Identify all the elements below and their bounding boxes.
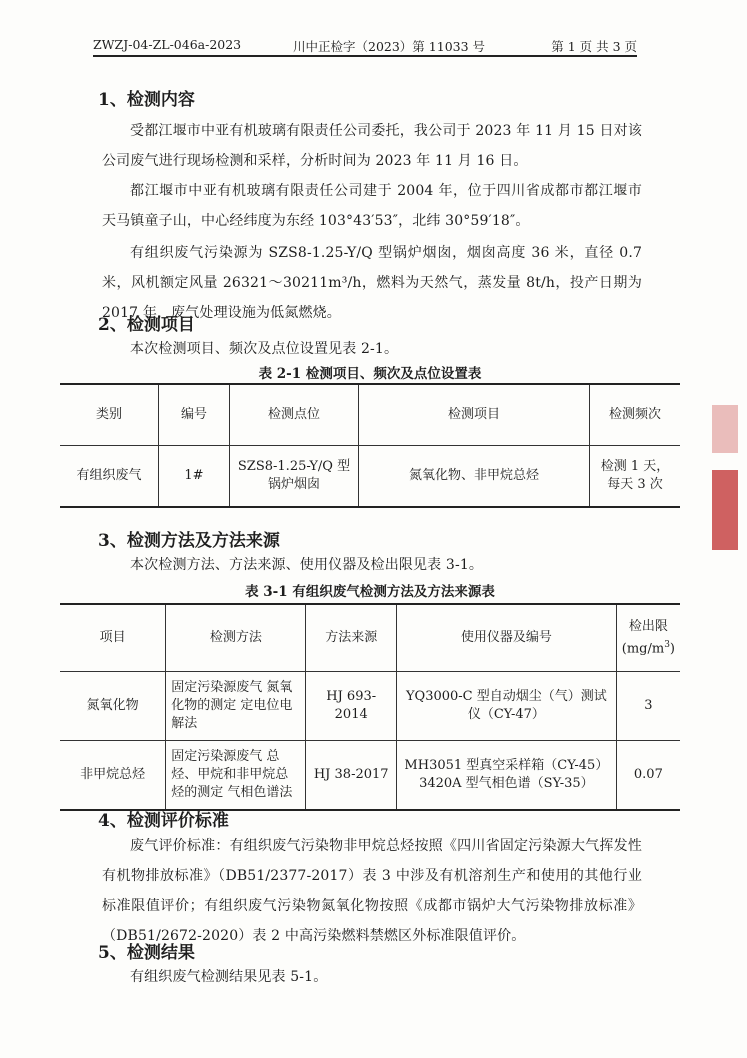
header-number: 编号 <box>159 384 230 446</box>
section-2-paragraph: 本次检测项目、频次及点位设置见表 2-1。 <box>130 341 399 357</box>
section-1-paragraph-2: 都江堰市中亚有机玻璃有限责任公司建于 2004 年，位于四川省成都市都江堰市天马镇童子山，中心经纬度为东经 103°43′53″，北纬 30°59′18″。 <box>102 183 642 229</box>
cell-frequency: 检测 1 天，每天 3 次 <box>590 446 681 508</box>
header-method: 检测方法 <box>166 604 306 672</box>
cell-method: 固定污染源废气 氮氧化物的测定 定电位电解法 <box>166 672 306 741</box>
cell-items: 氮氧化物、非甲烷总烃 <box>359 446 590 508</box>
cell-detection-limit: 3 <box>616 672 680 741</box>
cell-location: SZS8-1.25-Y/Q 型锅炉烟囱 <box>230 446 359 508</box>
document-code: ZWZJ-04-ZL-046a-2023 <box>93 37 242 52</box>
cell-number: 1# <box>159 446 230 508</box>
page-number: 第 1 页 共 3 页 <box>551 39 637 54</box>
header-item: 项目 <box>60 604 166 672</box>
header-category: 类别 <box>60 384 159 446</box>
header-location: 检测点位 <box>230 384 359 446</box>
cell-category: 有组织废气 <box>60 446 159 508</box>
cell-detection-limit: 0.07 <box>616 741 680 811</box>
section-1-paragraph-1: 受都江堰市中亚有机玻璃有限责任公司委托，我公司于 2023 年 11 月 15 日对该公司废气进行现场检测和采样，分析时间为 2023 年 11 月 16 日。 <box>102 123 642 169</box>
table-3-1-caption: 表 3-1 有组织废气检测方法及方法来源表 <box>245 584 495 600</box>
section-5-paragraph: 有组织废气检测结果见表 5-1。 <box>130 969 328 985</box>
section-1-title: 1、检测内容 <box>98 90 195 110</box>
detection-limit-label: 检出限 <box>628 618 668 634</box>
page-header <box>93 35 637 57</box>
header-detection-limit <box>616 604 680 672</box>
table-row <box>60 446 680 508</box>
table-2-1-caption: 表 2-1 检测项目、频次及点位设置表 <box>258 366 482 382</box>
section-3-paragraph: 本次检测方法、方法来源、使用仪器及检出限见表 3-1。 <box>130 557 484 573</box>
section-5-title: 5、检测结果 <box>98 943 195 963</box>
cell-item: 非甲烷总烃 <box>60 741 166 811</box>
section-1-paragraph-3: 有组织废气污染源为 SZS8-1.25-Y/Q 型锅炉烟囱，烟囱高度 36 米，直径 0.7 米，风机额定风量 26321～30211m³/h，燃料为天然气，蒸发量 8t/h，投产日期为 2017 年，废气处理设施为低氮燃烧。 <box>102 245 642 321</box>
header-instrument: 使用仪器及编号 <box>397 604 617 672</box>
seal-fragment-top <box>712 405 738 453</box>
section-3-title: 3、检测方法及方法来源 <box>98 531 280 551</box>
header-source: 方法来源 <box>306 604 397 672</box>
header-frequency: 检测频次 <box>590 384 681 446</box>
cell-method: 固定污染源废气 总烃、甲烷和非甲烷总烃的测定 气相色谱法 <box>166 741 306 811</box>
section-2-title: 2、检测项目 <box>98 315 195 335</box>
cell-source: HJ 38-2017 <box>306 741 397 811</box>
cell-source: HJ 693-2014 <box>306 672 397 741</box>
section-4-title: 4、检测评价标准 <box>98 811 229 831</box>
cell-item: 氮氧化物 <box>60 672 166 741</box>
unit-close: ) <box>669 641 675 657</box>
detection-limit-unit: (mg/m <box>621 641 665 657</box>
instrument-line-2: 3420A 型气相色谱（SY-35） <box>419 776 594 791</box>
header-items: 检测项目 <box>359 384 590 446</box>
seal-fragment-bottom <box>712 470 738 550</box>
table-row <box>60 741 680 811</box>
report-number: 川中正检字（2023）第 11033 号 <box>293 39 486 54</box>
table-3-1 <box>60 603 680 811</box>
table-header-row <box>60 604 680 672</box>
instrument-line-1: MH3051 型真空采样箱（CY-45） <box>404 758 609 773</box>
cell-instrument: YQ3000-C 型自动烟尘（气）测试仪（CY-47） <box>397 672 617 741</box>
cell-instrument <box>397 741 617 811</box>
table-row <box>60 672 680 741</box>
unit-superscript: 3 <box>664 639 670 650</box>
section-4-paragraph: 废气评价标准：有组织废气污染物非甲烷总烃按照《四川省固定污染源大气挥发性有机物排放标准》（DB51/2377-2017）表 3 中涉及有机溶剂生产和使用的其他行业标准限值评价；有组织废气污染物氮氧化物按照《成都市锅炉大气污染物排放标准》（DB51/2672-2020）表 2 中高污染燃料禁燃区外标准限值评价。 <box>102 838 642 944</box>
table-header-row <box>60 384 680 446</box>
table-2-1 <box>60 383 680 508</box>
